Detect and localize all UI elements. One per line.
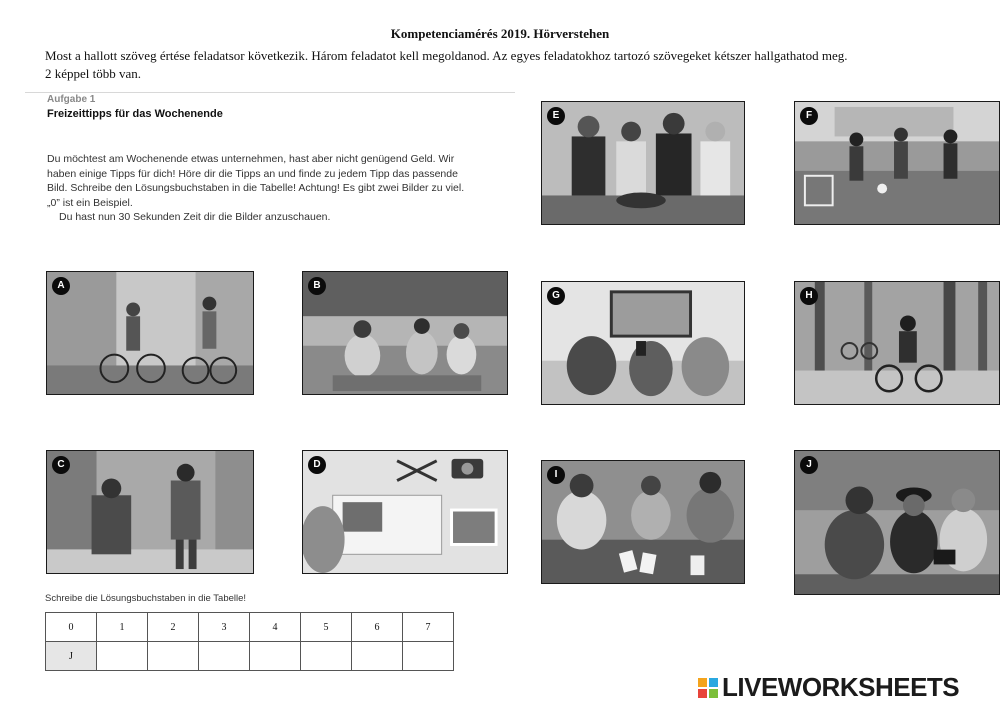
photo-b <box>302 271 508 395</box>
photo-letter-badge: D <box>308 456 326 474</box>
photo-letter-badge: E <box>547 107 565 125</box>
logo-blocks-icon <box>698 678 718 698</box>
intro-text <box>45 47 965 83</box>
photo-i <box>541 460 745 584</box>
answer-cell-6[interactable] <box>352 642 403 671</box>
football-park-photo <box>795 102 999 224</box>
answer-cell-2[interactable] <box>148 642 199 671</box>
table-header-cell: 5 <box>301 613 352 642</box>
photo-e <box>541 101 745 225</box>
photo-album-photo <box>303 451 507 573</box>
table-header-cell: 3 <box>199 613 250 642</box>
table-header-cell: 1 <box>97 613 148 642</box>
hikers-forest-photo <box>47 451 253 573</box>
answer-cell-example: J <box>46 642 97 671</box>
instruction-line: Bild. Schreibe den Lösungsbuchstaben in die Tabelle! Achtung! Es gibt zwei Bilder zu viel. <box>47 182 465 194</box>
table-caption: Schreibe die Lösungsbuchstaben in die Tabelle! <box>45 593 247 604</box>
photo-letter-badge: G <box>547 287 565 305</box>
answer-cell-7[interactable] <box>403 642 454 671</box>
photo-letter-badge: B <box>308 277 326 295</box>
table-header-cell: 6 <box>352 613 403 642</box>
table-header-row <box>46 613 454 642</box>
photo-letter-badge: J <box>800 456 818 474</box>
cyclists-city-photo <box>47 272 253 394</box>
photo-a <box>46 271 254 395</box>
table-answer-row <box>46 642 454 671</box>
answer-cell-4[interactable] <box>250 642 301 671</box>
picnic-lake-photo <box>303 272 507 394</box>
liveworksheets-logo[interactable] <box>698 672 959 703</box>
friends-cooking-photo <box>542 102 744 224</box>
logo-text: LIVEWORKSHEETS <box>722 672 960 702</box>
photo-letter-badge: A <box>52 277 70 295</box>
photo-c <box>46 450 254 574</box>
logo-block <box>698 689 707 698</box>
mountain-bike-forest-photo <box>795 282 999 404</box>
instruction-line: Du möchtest am Wochenende etwas unternehmen, hast aber nicht genügend Geld. Wir <box>47 153 455 165</box>
card-game-photo <box>542 461 744 583</box>
table-header-cell: 0 <box>46 613 97 642</box>
friends-tablet-photo <box>795 451 999 594</box>
logo-block <box>709 678 718 687</box>
task-instructions <box>47 152 509 225</box>
photo-letter-badge: I <box>547 466 565 484</box>
photo-letter-badge: C <box>52 456 70 474</box>
section-divider <box>25 92 515 93</box>
photo-letter-badge: F <box>800 107 818 125</box>
answer-table <box>45 612 454 671</box>
table-header-cell: 2 <box>148 613 199 642</box>
watching-tv-photo <box>542 282 744 404</box>
answer-cell-3[interactable] <box>199 642 250 671</box>
answer-cell-1[interactable] <box>97 642 148 671</box>
task-title: Freizeittipps für das Wochenende <box>47 108 223 120</box>
logo-block <box>698 678 707 687</box>
intro-line: Most a hallott szöveg értése feladatsor következik. Három feladatot kell megoldanod. Az egyes feladatokhoz tartozó szövegeket kétszer hallgathatod meg. <box>45 48 848 63</box>
photo-h <box>794 281 1000 405</box>
photo-d <box>302 450 508 574</box>
page-title: Kompetenciamérés 2019. Hörverstehen <box>390 26 610 41</box>
photo-f <box>794 101 1000 225</box>
intro-line: 2 képpel több van. <box>45 66 142 81</box>
instruction-line: haben einige Tipps für dich! Höre dir die Tipps an und finde zu jedem Tipp das passende <box>47 167 458 180</box>
photo-g <box>541 281 745 405</box>
table-header-cell: 7 <box>403 613 454 642</box>
task-label: Aufgabe 1 <box>47 94 96 105</box>
instruction-line: Du hast nun 30 Sekunden Zeit dir die Bilder anzuschauen. <box>59 211 331 223</box>
table-header-cell: 4 <box>250 613 301 642</box>
logo-block <box>709 689 718 698</box>
photo-letter-badge: H <box>800 287 818 305</box>
instruction-line: „0” ist ein Beispiel. <box>47 196 133 209</box>
answer-cell-5[interactable] <box>301 642 352 671</box>
photo-j <box>794 450 1000 595</box>
